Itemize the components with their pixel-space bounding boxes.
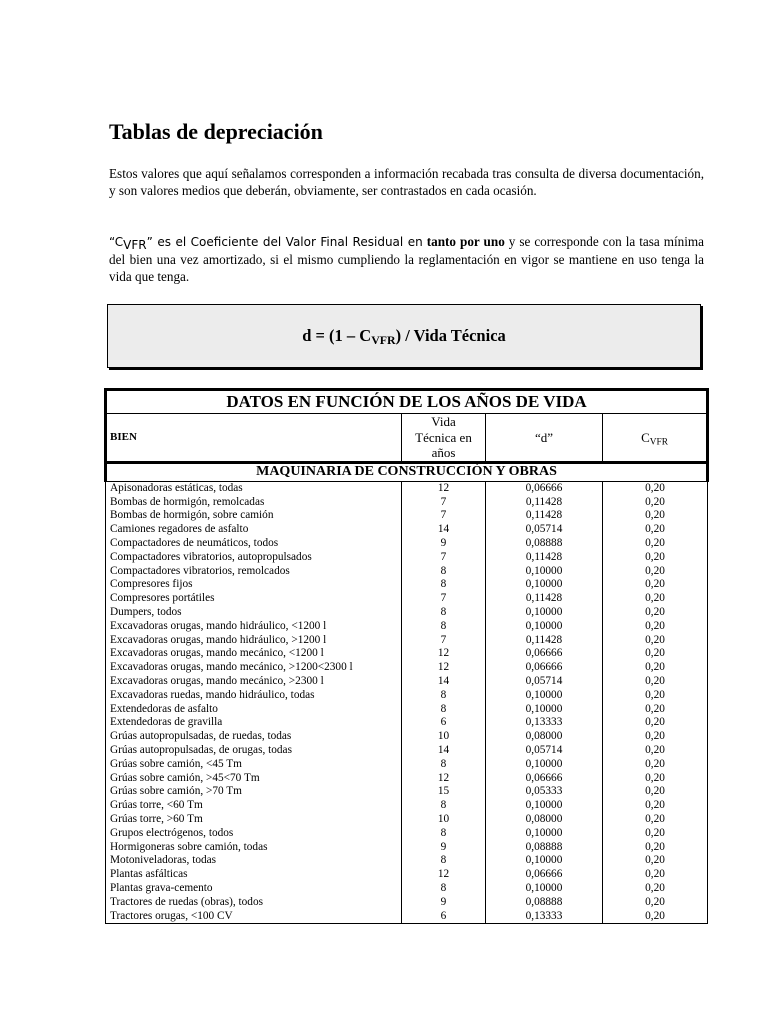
cell-vida: 12 [402,868,486,882]
cell-name: Grúas sobre camión, >45<70 Tm [106,771,402,785]
table-row [106,633,708,647]
cell-cvfr: 0,20 [603,813,708,827]
cell-cvfr: 0,20 [603,675,708,689]
cell-vida: 8 [402,564,486,578]
cell-cvfr: 0,20 [603,854,708,868]
cell-d: 0,05333 [486,785,603,799]
cell-d: 0,10000 [486,799,603,813]
table-heading: DATOS EN FUNCIÓN DE LOS AÑOS DE VIDA [106,390,708,414]
cell-vida: 8 [402,882,486,896]
cell-cvfr: 0,20 [603,771,708,785]
table-row [106,785,708,799]
cell-d: 0,13333 [486,716,603,730]
cell-cvfr: 0,20 [603,495,708,509]
column-header-cvfr [603,414,708,463]
cell-vida: 12 [402,481,486,495]
cell-cvfr: 0,20 [603,537,708,551]
cvfr-definition-text: ” es el Coeficiente del Valor Final Residual en [146,235,423,249]
cell-name: Compactadores vibratorios, remolcados [106,564,402,578]
cell-d: 0,08888 [486,895,603,909]
cell-name: Compactadores de neumáticos, todos [106,537,402,551]
cell-d: 0,10000 [486,578,603,592]
cell-cvfr: 0,20 [603,826,708,840]
cell-d: 0,05714 [486,744,603,758]
cell-d: 0,06666 [486,647,603,661]
cell-name: Excavadoras orugas, mando hidráulico, <1200 l [106,619,402,633]
cell-d: 0,11428 [486,633,603,647]
table-row [106,702,708,716]
cell-d: 0,08000 [486,730,603,744]
cell-name: Tractores de ruedas (obras), todos [106,895,402,909]
cell-d: 0,10000 [486,882,603,896]
cell-name: Excavadoras orugas, mando mecánico, >2300 l [106,675,402,689]
cell-name: Apisonadoras estáticas, todas [106,481,402,495]
cvfr-header-sub: VFR [649,436,668,447]
cell-vida: 6 [402,716,486,730]
table-row [106,868,708,882]
table-row [106,799,708,813]
table-row [106,537,708,551]
cell-name: Compresores portátiles [106,592,402,606]
cell-name: Grúas torre, >60 Tm [106,813,402,827]
cell-cvfr: 0,20 [603,868,708,882]
cell-cvfr: 0,20 [603,688,708,702]
table-row [106,813,708,827]
cell-cvfr: 0,20 [603,702,708,716]
cell-name: Extendedoras de gravilla [106,716,402,730]
cell-name: Grúas sobre camión, <45 Tm [106,757,402,771]
cell-d: 0,10000 [486,619,603,633]
cell-d: 0,06666 [486,868,603,882]
vida-line-2: Técnica en [415,429,472,445]
intro-paragraph: Estos valores que aquí señalamos corresponden a información recabada tras consulta de diversa documentación, y son valores medios que deberán, obviamente, ser contrastados en cada ocasión. [109,166,704,198]
table-row [106,909,708,923]
table-row [106,716,708,730]
cell-d: 0,11428 [486,550,603,564]
table-row [106,495,708,509]
cell-vida: 7 [402,633,486,647]
cell-name: Grúas sobre camión, >70 Tm [106,785,402,799]
table-row [106,550,708,564]
cell-vida: 8 [402,688,486,702]
table-row [106,523,708,537]
vida-line-3: años [431,445,456,460]
formula-right: ) / Vida Técnica [395,326,506,345]
cell-cvfr: 0,20 [603,619,708,633]
column-header-bien: BIEN [106,414,402,463]
cell-d: 0,11428 [486,592,603,606]
cell-vida: 12 [402,771,486,785]
table-row [106,606,708,620]
cell-vida: 8 [402,757,486,771]
cell-d: 0,08888 [486,537,603,551]
table-row [106,895,708,909]
cell-cvfr: 0,20 [603,578,708,592]
cell-vida: 8 [402,799,486,813]
cell-name: Grupos electrógenos, todos [106,826,402,840]
cell-cvfr: 0,20 [603,633,708,647]
cell-vida: 6 [402,909,486,923]
table-body [106,481,708,924]
cell-d: 0,05714 [486,523,603,537]
table-row [106,840,708,854]
cell-cvfr: 0,20 [603,744,708,758]
cell-name: Tractores orugas, <100 CV [106,909,402,923]
table-row [106,481,708,495]
cell-vida: 10 [402,813,486,827]
cell-d: 0,08888 [486,840,603,854]
cvfr-header-main: C [641,429,650,445]
cell-name: Excavadoras ruedas, mando hidráulico, todas [106,688,402,702]
cell-d: 0,10000 [486,688,603,702]
table-row [106,592,708,606]
cell-name: Motoniveladoras, todas [106,854,402,868]
table-row [106,730,708,744]
cell-cvfr: 0,20 [603,606,708,620]
cell-cvfr: 0,20 [603,757,708,771]
cell-vida: 8 [402,606,486,620]
cell-name: Extendedoras de asfalto [106,702,402,716]
cell-name: Compresores fijos [106,578,402,592]
cell-d: 0,10000 [486,702,603,716]
cell-name: Bombas de hormigón, remolcadas [106,495,402,509]
table-row [106,675,708,689]
cell-cvfr: 0,20 [603,785,708,799]
cell-vida: 8 [402,578,486,592]
cell-cvfr: 0,20 [603,481,708,495]
cell-vida: 9 [402,895,486,909]
cell-vida: 10 [402,730,486,744]
cell-cvfr: 0,20 [603,895,708,909]
cell-d: 0,10000 [486,606,603,620]
cell-cvfr: 0,20 [603,550,708,564]
cell-d: 0,06666 [486,481,603,495]
cell-vida: 15 [402,785,486,799]
formula [302,326,506,346]
cell-vida: 7 [402,495,486,509]
cell-cvfr: 0,20 [603,564,708,578]
cell-name: Compactadores vibratorios, autopropulsados [106,550,402,564]
cell-vida: 7 [402,550,486,564]
cell-d: 0,05714 [486,675,603,689]
cell-vida: 8 [402,619,486,633]
table-row [106,826,708,840]
cell-d: 0,10000 [486,854,603,868]
page-title: Tablas de depreciación [109,119,323,144]
cell-d: 0,10000 [486,757,603,771]
cell-cvfr: 0,20 [603,661,708,675]
cell-vida: 9 [402,537,486,551]
cell-cvfr: 0,20 [603,882,708,896]
cell-vida: 14 [402,675,486,689]
table-row [106,509,708,523]
cell-cvfr: 0,20 [603,523,708,537]
cell-vida: 8 [402,854,486,868]
cell-cvfr: 0,20 [603,909,708,923]
section-heading: MAQUINARIA DE CONSTRUCCIÓN Y OBRAS [106,462,708,481]
column-header-d: “d” [486,414,603,463]
table-row [106,882,708,896]
cell-name: Dumpers, todos [106,606,402,620]
cell-cvfr: 0,20 [603,799,708,813]
formula-subscript: VFR [371,332,396,347]
column-header-vida-tecnica [402,414,486,463]
cell-vida: 9 [402,840,486,854]
formula-left: d = (1 – C [302,326,372,345]
cell-vida: 12 [402,661,486,675]
cell-name: Plantas asfálticas [106,868,402,882]
cell-cvfr: 0,20 [603,647,708,661]
cell-cvfr: 0,20 [603,840,708,854]
table-row [106,757,708,771]
cell-vida: 7 [402,509,486,523]
cell-name: Grúas autopropulsadas, de ruedas, todas [106,730,402,744]
cell-cvfr: 0,20 [603,592,708,606]
cell-vida: 12 [402,647,486,661]
cvfr-definition-rest: y se corresponde con la tasa mínima del bien una vez amortizado, si el mismo cumpliendo la reglamentación en vigor se mantiene en uso tenga la vida que tenga. [109,234,705,284]
table-row [106,661,708,675]
table-row [106,619,708,633]
cell-vida: 14 [402,523,486,537]
table-row [106,744,708,758]
cell-name: Plantas grava-cemento [106,882,402,896]
cell-d: 0,06666 [486,661,603,675]
cell-name: Camiones regadores de asfalto [106,523,402,537]
table-row [106,854,708,868]
cell-vida: 8 [402,826,486,840]
cell-d: 0,10000 [486,564,603,578]
cell-name: Excavadoras orugas, mando mecánico, <1200 l [106,647,402,661]
formula-box [107,304,701,368]
tanto-por-uno-bold: tanto por uno [426,234,505,249]
cell-cvfr: 0,20 [603,509,708,523]
table-row [106,647,708,661]
cell-d: 0,13333 [486,909,603,923]
cell-vida: 8 [402,702,486,716]
cell-d: 0,11428 [486,509,603,523]
table-row [106,578,708,592]
cell-cvfr: 0,20 [603,716,708,730]
table-row [106,771,708,785]
cvfr-quote-open: “C [109,235,124,249]
cvfr-subscript: VFR [123,238,147,252]
depreciation-table [104,388,709,924]
cell-name: Excavadoras orugas, mando hidráulico, >1200 l [106,633,402,647]
cell-name: Excavadoras orugas, mando mecánico, >1200<2300 l [106,661,402,675]
table-row [106,564,708,578]
cell-vida: 7 [402,592,486,606]
cell-name: Hormigoneras sobre camión, todas [106,840,402,854]
cell-name: Bombas de hormigón, sobre camión [106,509,402,523]
cell-d: 0,06666 [486,771,603,785]
cell-name: Grúas autopropulsadas, de orugas, todas [106,744,402,758]
cell-d: 0,08000 [486,813,603,827]
cell-vida: 14 [402,744,486,758]
cell-cvfr: 0,20 [603,730,708,744]
table-row [106,688,708,702]
cell-d: 0,10000 [486,826,603,840]
cell-d: 0,11428 [486,495,603,509]
vida-line-1: Vida [431,414,456,429]
cvfr-definition-paragraph [109,233,704,285]
cell-name: Grúas torre, <60 Tm [106,799,402,813]
